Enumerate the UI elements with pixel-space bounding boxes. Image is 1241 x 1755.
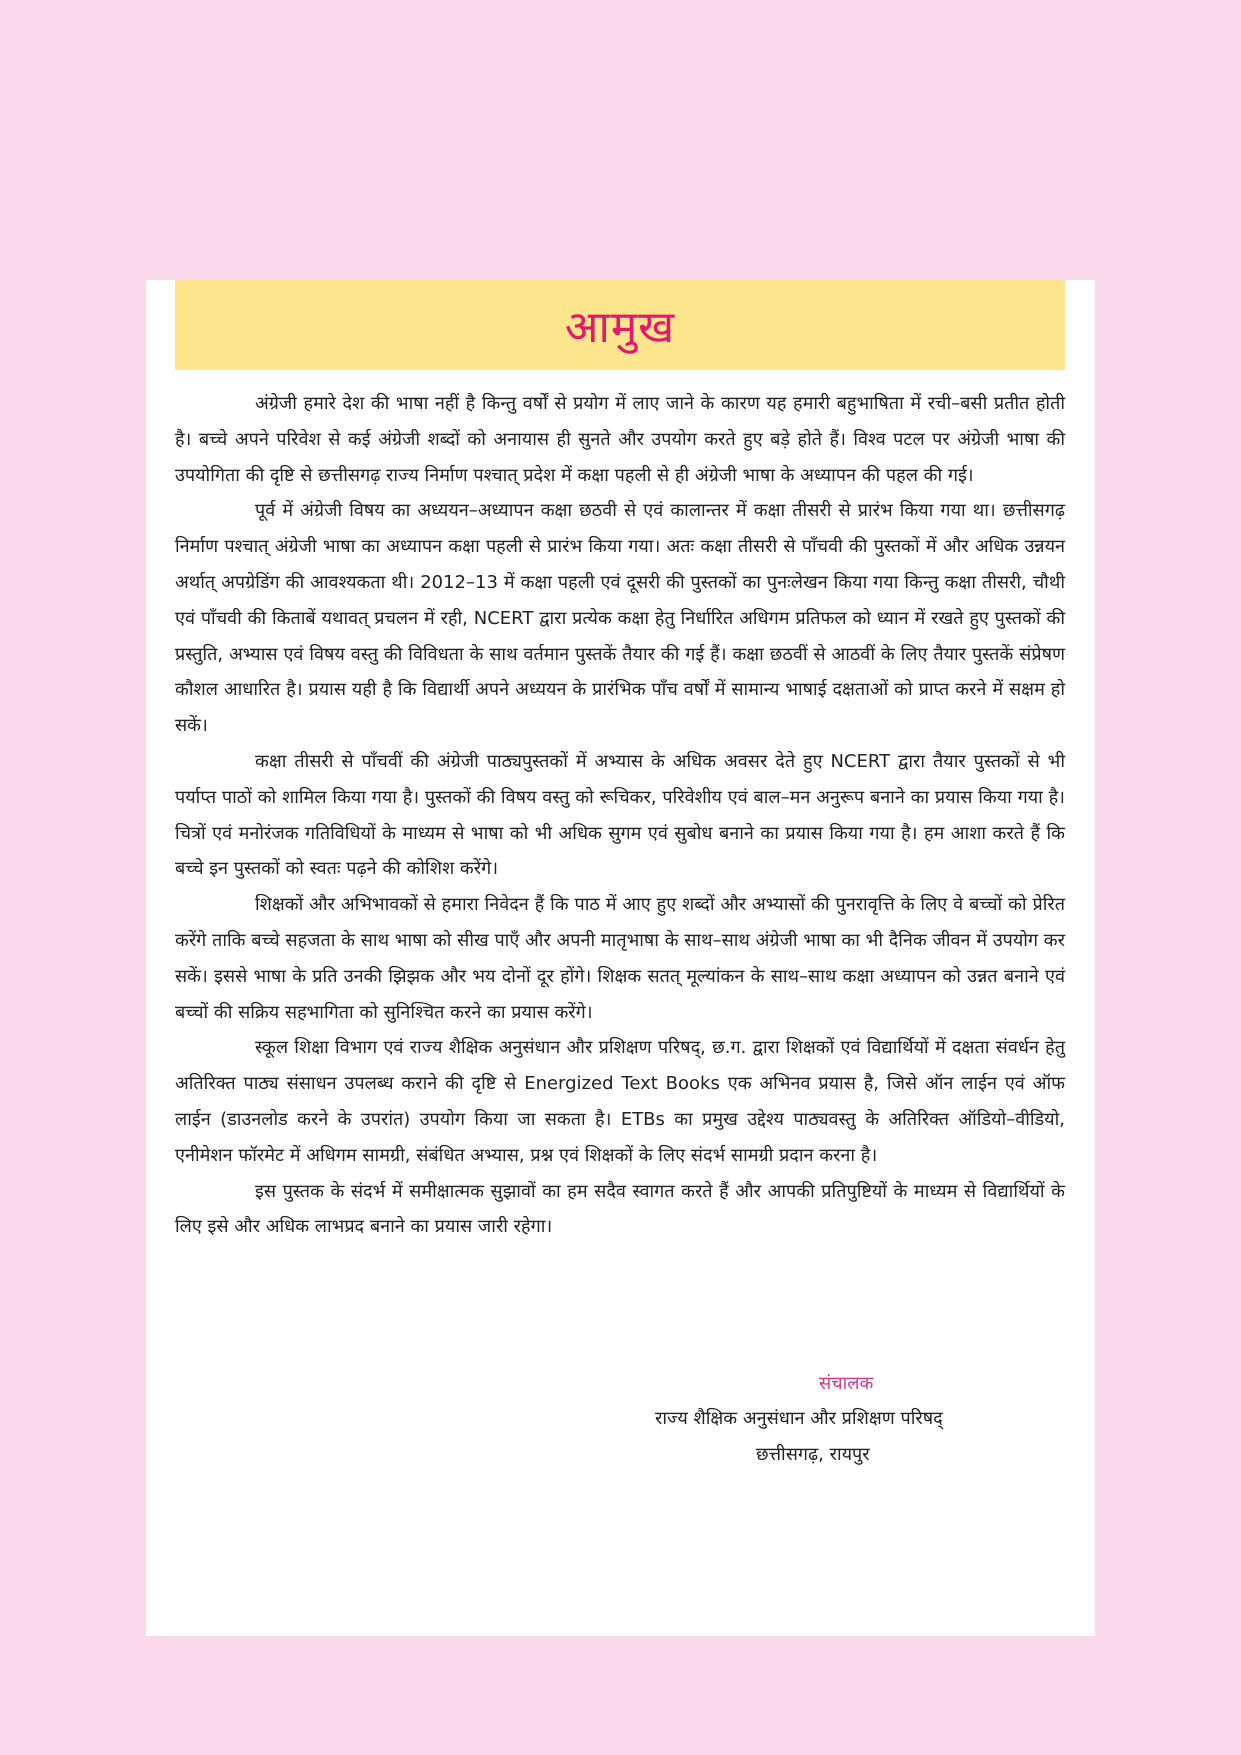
page-title: आमुख — [564, 302, 676, 353]
signatory-organization: राज्य शैक्षिक अनुसंधान और प्रशिक्षण परिषद् — [655, 1408, 943, 1429]
signatory-location: छत्तीसगढ़, रायपुर — [756, 1444, 870, 1465]
paragraph: इस पुस्तक के संदर्भ में समीक्षात्मक सुझावों का हम सदैव स्वागत करते हैं और आपकी प्रतिपुष्टियों के माध्यम से विद्यार्थियों के लिए इसे और अधिक लाभप्रद बनाने का प्रयास जारी रहेगा। — [175, 1180, 1065, 1238]
title-band — [175, 280, 1065, 370]
paragraph: शिक्षकों और अभिभावकों से हमारा निवेदन हैं कि पाठ में आए हुए शब्दों और अभ्यासों की पुनरावृत्ति के लिए वे बच्चों को प्रेरित करेंगे ताकि बच्चे सहजता के साथ भाषा को सीख पाएँ और अपनी मातृभाषा के साथ–साथ अंग्रेजी भाषा का भी दैनिक जीवन में उपयोग कर सकें। इससे भाषा के प्रति उनकी झिझक और भय दोनों दूर होंगे। शिक्षक सतत् मूल्यांकन के साथ–साथ कक्षा अध्यापन को उन्नत बनाने एवं बच्चों की सक्रिय सहभागिता को सुनिश्चित करने का प्रयास करेंगे। — [175, 894, 1065, 1023]
signatory-title: संचालक — [819, 1373, 874, 1394]
paragraph: स्कूल शिक्षा विभाग एवं राज्य शैक्षिक अनुसंधान और प्रशिक्षण परिषद्, छ.ग. द्वारा शिक्षकों एवं विद्यार्थियों में दक्षता संवर्धन हेतु अतिरिक्त पाठ्य संसाधन उपलब्ध कराने की दृष्टि से Energized Text Books एक अभिनव प्रयास है, जिसे ऑन लाईन एवं ऑफ लाईन (डाउनलोड करने के उपरांत) उपयोग किया जा सकता है। ETBs का प्रमुख उद्देश्य पाठ्यवस्तु के अतिरिक्त ऑडियो–वीडियो, एनीमेशन फॉरमेट में अधिगम सामग्री, संबंधित अभ्यास, प्रश्न एवं शिक्षकों के लिए संदर्भ सामग्री प्रदान करना है। — [175, 1037, 1065, 1166]
paragraph: पूर्व में अंग्रेजी विषय का अध्ययन–अध्यापन कक्षा छठवी से एवं कालान्तर में कक्षा तीसरी से प्रारंभ किया गया था। छत्तीसगढ़ निर्माण पश्चात् अंग्रेजी भाषा का अध्यापन कक्षा पहली से प्रारंभ किया गया। अतः कक्षा तीसरी से पाँचवी की पुस्तकों में और अधिक उन्नयन अर्थात् अपग्रेडिंग की आवश्यकता थी। 2012–13 में कक्षा पहली एवं दूसरी की पुस्तकों का पुनःलेखन किया गया किन्तु कक्षा तीसरी, चौथी एवं पाँचवी की किताबें यथावत् प्रचलन में रही, NCERT द्वारा प्रत्येक कक्षा हेतु निर्धारित अधिगम प्रतिफल को ध्यान में रखते हुए पुस्तकों की प्रस्तुति, अभ्यास एवं विषय वस्तु की विविधता के साथ वर्तमान पुस्तकें तैयार की गई हैं। कक्षा छठवीं से आठवीं के लिए तैयार पुस्तकें संप्रेषण कौशल आधारित है। प्रयास यही है कि विद्यार्थी अपने अध्ययन के प्रारंभिक पाँच वर्षों में सामान्य भाषाई दक्षताओं को प्राप्त करने में सक्षम हो सकें। — [175, 500, 1065, 737]
paragraph: कक्षा तीसरी से पाँचवीं की अंग्रेजी पाठ्यपुस्तकों में अभ्यास के अधिक अवसर देते हुए NCERT द्वारा तैयार पुस्तकों से भी पर्याप्त पाठों को शामिल किया गया है। पुस्तकों की विषय वस्तु को रूचिकर, परिवेशीय एवं बाल–मन अनुरूप बनाने का प्रयास किया गया है। चित्रों एवं मनोरंजक गतिविधियों के माध्यम से भाषा को भी अधिक सुगम एवं सुबोध बनाने का प्रयास किया गया है। हम आशा करते हैं कि बच्चे इन पुस्तकों को स्वतः पढ़ने की कोशिश करेंगे। — [175, 750, 1065, 880]
paragraph: अंग्रेजी हमारे देश की भाषा नहीं है किन्तु वर्षों से प्रयोग में लाए जाने के कारण यह हमारी बहुभाषिता में रची–बसी प्रतीत होती है। बच्चे अपने परिवेश से कई अंग्रेजी शब्दों को अनायास ही सुनते और उपयोग करते हुए बड़े होते हैं। विश्व पटल पर अंग्रेजी भाषा की उपयोगिता की दृष्टि से छत्तीसगढ़ राज्य निर्माण पश्चात् प्रदेश में कक्षा पहली से ही अंग्रेजी भाषा के अध्यापन की पहल की गई। — [175, 393, 1065, 486]
document-page — [146, 280, 1095, 1636]
foreword-body — [175, 386, 1065, 1245]
